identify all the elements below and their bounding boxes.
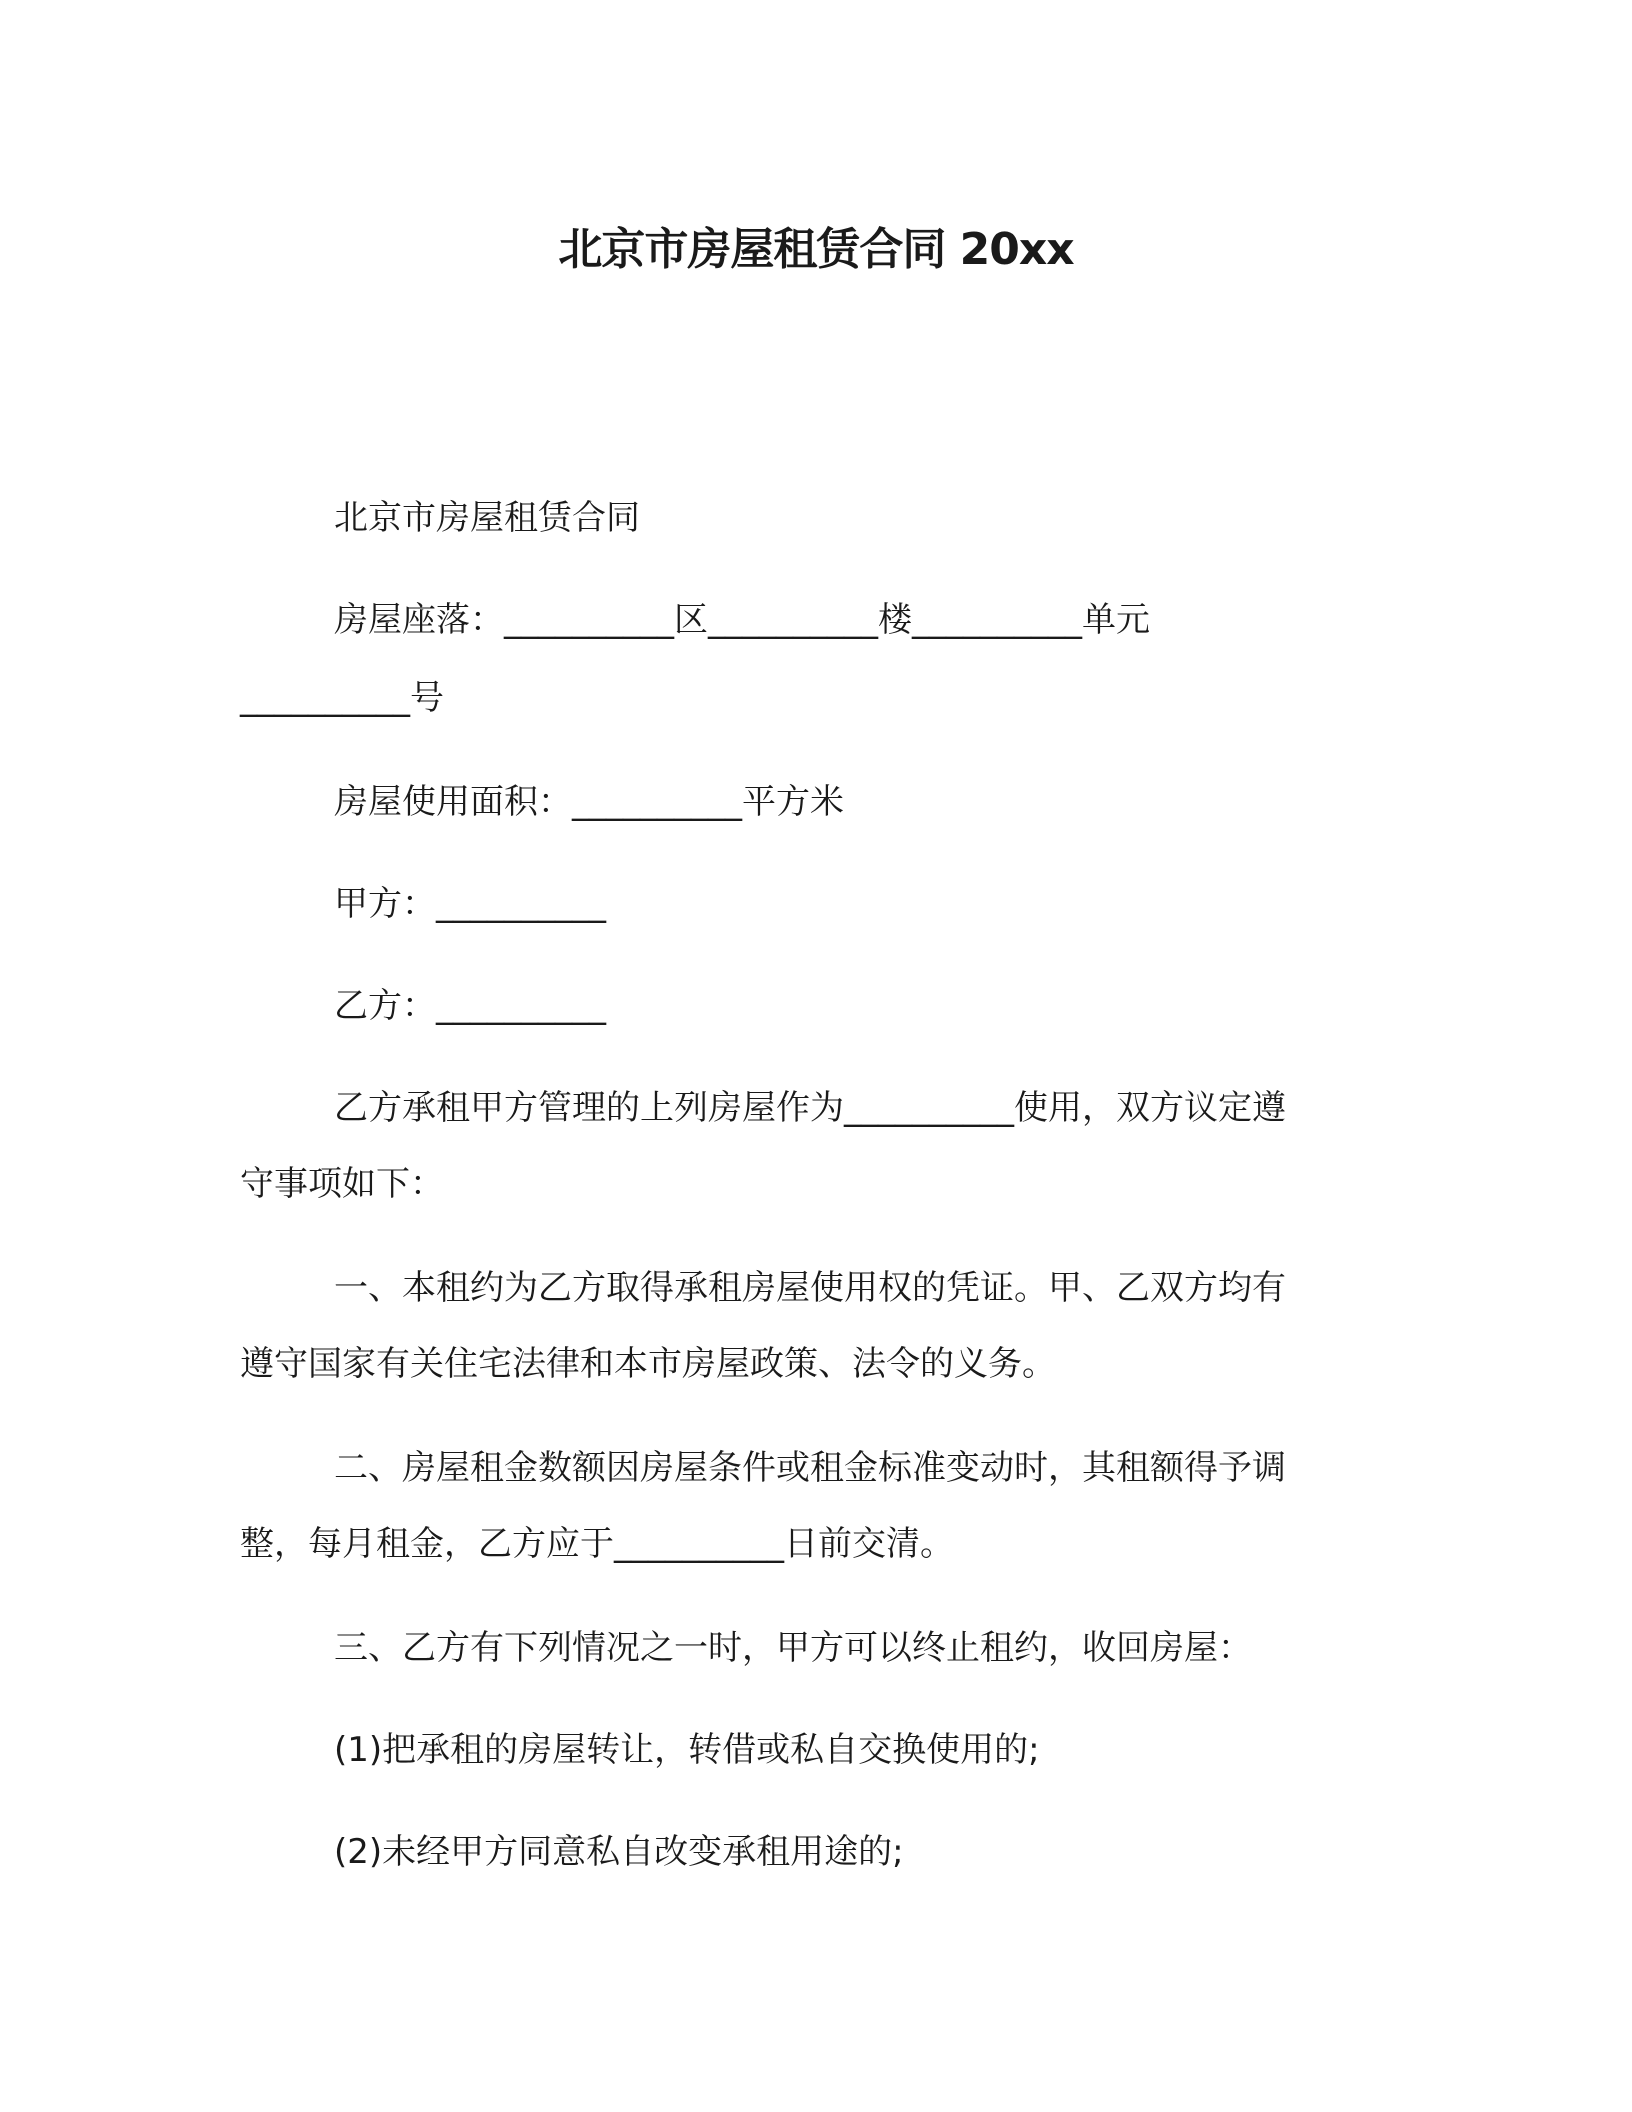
- clause-1-line-1: 一、本租约为乙方取得承租房屋使用权的凭证。甲、乙双方均有: [334, 1268, 1286, 1308]
- clause-3-item-1: (1)把承租的房屋转让，转借或私自交换使用的;: [334, 1730, 1040, 1770]
- clause-2-line-1: 二、房屋租金数额因房屋条件或租金标准变动时，其租额得予调: [334, 1448, 1286, 1488]
- party-b-line: 乙方：__________: [334, 986, 606, 1026]
- usage-paragraph-line-2: 守事项如下：: [240, 1164, 444, 1204]
- document-title: 北京市房屋租赁合同 20xx: [558, 224, 1074, 275]
- area-line: 房屋使用面积：__________平方米: [334, 782, 844, 822]
- clause-3-item-2: (2)未经甲方同意私自改变承租用途的;: [334, 1832, 904, 1872]
- party-a-line: 甲方：__________: [334, 884, 606, 924]
- clause-3-line: 三、乙方有下列情况之一时，甲方可以终止租约，收回房屋：: [334, 1628, 1252, 1668]
- subtitle-line: 北京市房屋租赁合同: [334, 498, 640, 538]
- location-number-line: __________号: [240, 678, 444, 718]
- clause-1-line-2: 遵守国家有关住宅法律和本市房屋政策、法令的义务。: [240, 1344, 1056, 1384]
- clause-2-line-2: 整，每月租金，乙方应于__________日前交清。: [240, 1524, 954, 1564]
- usage-paragraph-line-1: 乙方承租甲方管理的上列房屋作为__________使用，双方议定遵: [334, 1088, 1286, 1128]
- location-line: 房屋座落：__________区__________楼__________单元: [334, 600, 1150, 640]
